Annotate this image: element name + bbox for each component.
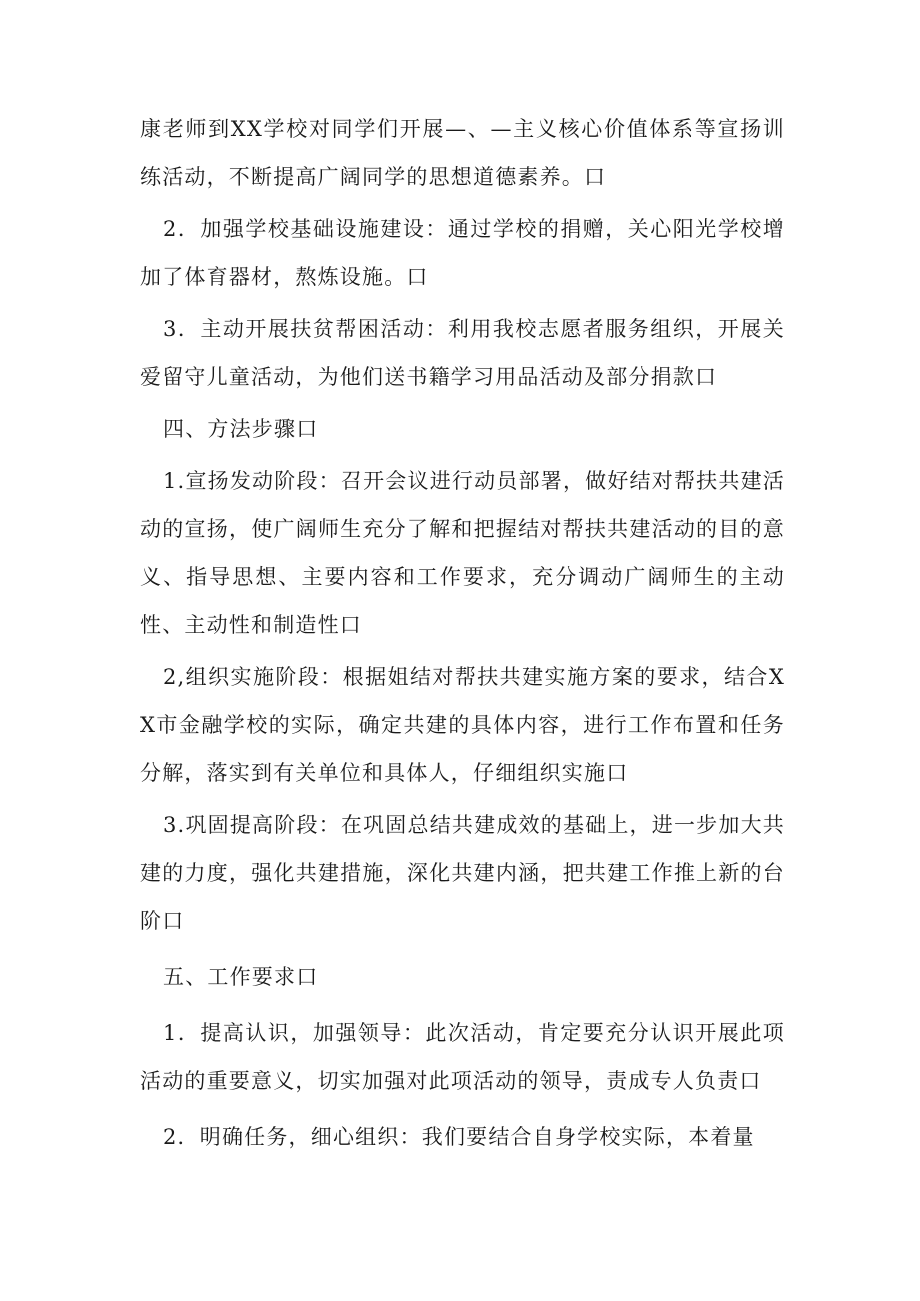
paragraph-item-2-infrastructure: 2．加强学校基础设施建设：通过学校的捐赠，关心阳光学校增加了体育器材，熬炼设施。口 bbox=[140, 217, 785, 289]
paragraph-continuation: 康老师到XX学校对同学们开展—、—主义核心价值体系等宣扬训练活动，不断提高广阔同学的思想道德素养。口 bbox=[140, 117, 785, 189]
section-heading-requirements: 五、工作要求口 bbox=[163, 965, 319, 989]
paragraph-step-2-implementation: 2,组织实施阶段：根据姐结对帮扶共建实施方案的要求，结合XX市金融学校的实际，确定共建的具体内容，进行工作布置和任务分解，落实到有关单位和具体人，仔细组织实施口 bbox=[140, 665, 785, 785]
paragraph-requirement-1-awareness: 1．提高认识，加强领导：此次活动，肯定要充分认识开展此项活动的重要意义，切实加强对此项活动的领导，责成专人负责口 bbox=[140, 1021, 785, 1093]
paragraph-step-1-publicity: 1.宣扬发动阶段：召开会议进行动员部署，做好结对帮扶共建活动的宣扬，使广阔师生充分了解和把握结对帮扶共建活动的目的意义、指导思想、主要内容和工作要求，充分调动广阔师生的主动性、主动性和制造性口 bbox=[140, 469, 785, 637]
paragraph-requirement-2-tasks: 2．明确任务，细心组织：我们要结合自身学校实际，本着量 bbox=[163, 1125, 755, 1149]
paragraph-step-3-consolidation: 3.巩固提高阶段：在巩固总结共建成效的基础上，进一步加大共建的力度，强化共建措施，深化共建内涵，把共建工作推上新的台阶口 bbox=[140, 813, 785, 933]
document-body bbox=[140, 105, 785, 1161]
paragraph-item-3-poverty-aid: 3．主动开展扶贫帮困活动：利用我校志愿者服务组织，开展关爱留守儿童活动，为他们送书籍学习用品活动及部分捐款口 bbox=[140, 317, 785, 389]
section-heading-methods: 四、方法步骤口 bbox=[163, 417, 319, 441]
